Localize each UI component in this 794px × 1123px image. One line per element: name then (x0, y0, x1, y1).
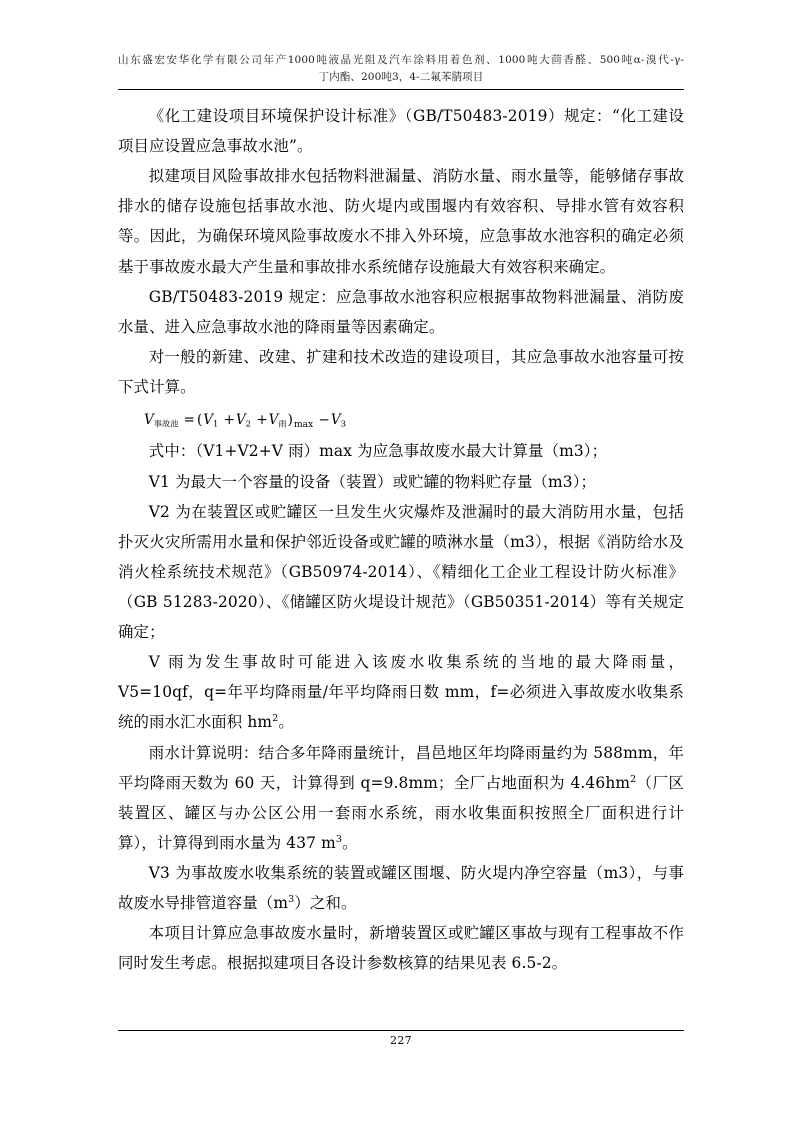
formula-term2: V (235, 412, 246, 429)
formula-term4: V (330, 412, 341, 429)
running-header-line-1: 山东盛宏安华化学有限公司年产1000吨液晶光阻及汽车涂料用着色剂、1000吨大茴香醛、500吨α-溴代-γ- (118, 54, 684, 66)
header-divider-rule (118, 89, 684, 90)
formula-equals: = (183, 412, 195, 429)
body-text-area (118, 101, 684, 978)
rain-calc-superscript-1: 2 (630, 773, 637, 785)
paragraph-capacity-formula-intro: 对一般的新建、改建、扩建和技术改造的建设项目，其应急事故水池容量可按下式计算。 (118, 347, 684, 396)
page-footer (118, 1030, 684, 1047)
formula-close-paren: ) (287, 412, 293, 429)
running-header (118, 52, 684, 86)
rain-calc-part-2: （厂区装置区、罐区与办公区公用一套雨水系统，雨水收集面积按照全厂面积进行计算），计算得到雨水量为 437 m (118, 773, 684, 852)
formula-lhs-subscript: 事故池 (153, 418, 179, 429)
formula-max-subscript: max (293, 418, 314, 430)
formula-term3: V (268, 412, 279, 429)
definition-v-rain-text: V 雨为发生事故时可能进入该废水收集系统的当地的最大降雨量，V5=10qf，q=年平均降雨量/年平均降雨日数 mm，f=必须进入事故废水收集系统的雨水汇水面积 hm (118, 653, 684, 732)
v3-def-part-1: V3 为事故废水收集系统的装置或罐区围堰、防火堤内净空容量（m3），与事故废水导排管道容量（m (118, 863, 684, 913)
formula-term1: V (203, 412, 213, 429)
paragraph-standard-citation: 《化工建设项目环境保护设计标准》（GB/T50483-2019）规定：“化工建设项目应设置应急事故水池”。 (118, 107, 684, 156)
rain-calc-part-3: 。 (342, 833, 358, 852)
definition-v-rain (118, 647, 684, 737)
paragraph-rain-calculation (118, 738, 684, 858)
formula-plus-2: + (256, 412, 268, 429)
v3-def-part-2: ）之和。 (294, 894, 357, 913)
paragraph-closing-note: 本项目计算应急事故废水量时，新增装置区或贮罐区事故与现有工程事故不作同时发生考虑。根据拟建项目各设计参数核算的结果见表 6.5-2。 (118, 924, 684, 973)
definition-max-calculated-volume: 式中：（V1+V2+V 雨）max 为应急事故废水最大计算量（m3）； (148, 442, 608, 461)
formula-minus: − (318, 412, 330, 429)
rain-calc-superscript-2: 3 (335, 833, 343, 845)
formula-term3-subscript: 雨 (278, 418, 287, 429)
formula-lhs-variable: V (144, 412, 154, 429)
formula-accident-pool-volume (118, 406, 684, 434)
rain-calc-part-1: 雨水计算说明：结合多年降雨量统计，昌邑地区年均降雨量约为 588mm，年平均降雨天数为 60 天，计算得到 q=9.8mm；全厂占地面积为 4.46hm (118, 743, 684, 792)
paragraph-risk-drainage: 拟建项目风险事故排水包括物料泄漏量、消防水量、雨水量等，能够储存事故排水的储存设施包括事故水池、防火堤内或围堰内有效容积、导排水管有效容积等。因此，为确保环境风险事故废水不排入外环境，应急事故水池容积的确定必须基于事故废水最大产生量和事故排水系统储存设施最大有效容积来确定。 (118, 167, 684, 276)
paragraph-gbt-requirement: GB/T50483-2019 规定：应急事故水池容积应根据事故物料泄漏量、消防废水量、进入应急事故水池的降雨量等因素确定。 (118, 287, 684, 336)
formula-term1-subscript: 1 (212, 418, 219, 429)
definition-v-rain-tail: 。 (278, 713, 294, 732)
running-header-line-2: 丁内酯、200吨3，4-二氟苯腈项目 (318, 71, 484, 83)
formula-open-paren: ( (196, 412, 203, 429)
page-number: 227 (390, 1034, 412, 1047)
formula-term2-subscript: 2 (245, 418, 252, 429)
formula-plus-1: + (223, 412, 235, 429)
page-content (118, 52, 684, 978)
footer-divider-rule (118, 1030, 684, 1031)
definition-v1: V1 为最大一个容量的设备（装置）或贮罐的物料贮存量（m3）； (148, 472, 597, 491)
definition-v2: V2 为在装置区或贮罐区一旦发生火灾爆炸及泄漏时的最大消防用水量，包括扑灭火灾所需用水量和保护邻近设备或贮罐的喷淋水量（m3），根据《消防给水及消火栓系统技术规范》（GB50974-2014）、《精细化工企业工程设计防火标准》（GB 51283-2020）、《储罐区防火堤设计规范》（GB50351-2014）等有关规定确定； (118, 502, 684, 642)
formula-term4-subscript: 3 (340, 418, 346, 429)
v3-def-superscript-1: 3 (288, 893, 295, 905)
definition-v3 (118, 858, 684, 918)
definition-v-rain-superscript: 2 (272, 713, 279, 725)
